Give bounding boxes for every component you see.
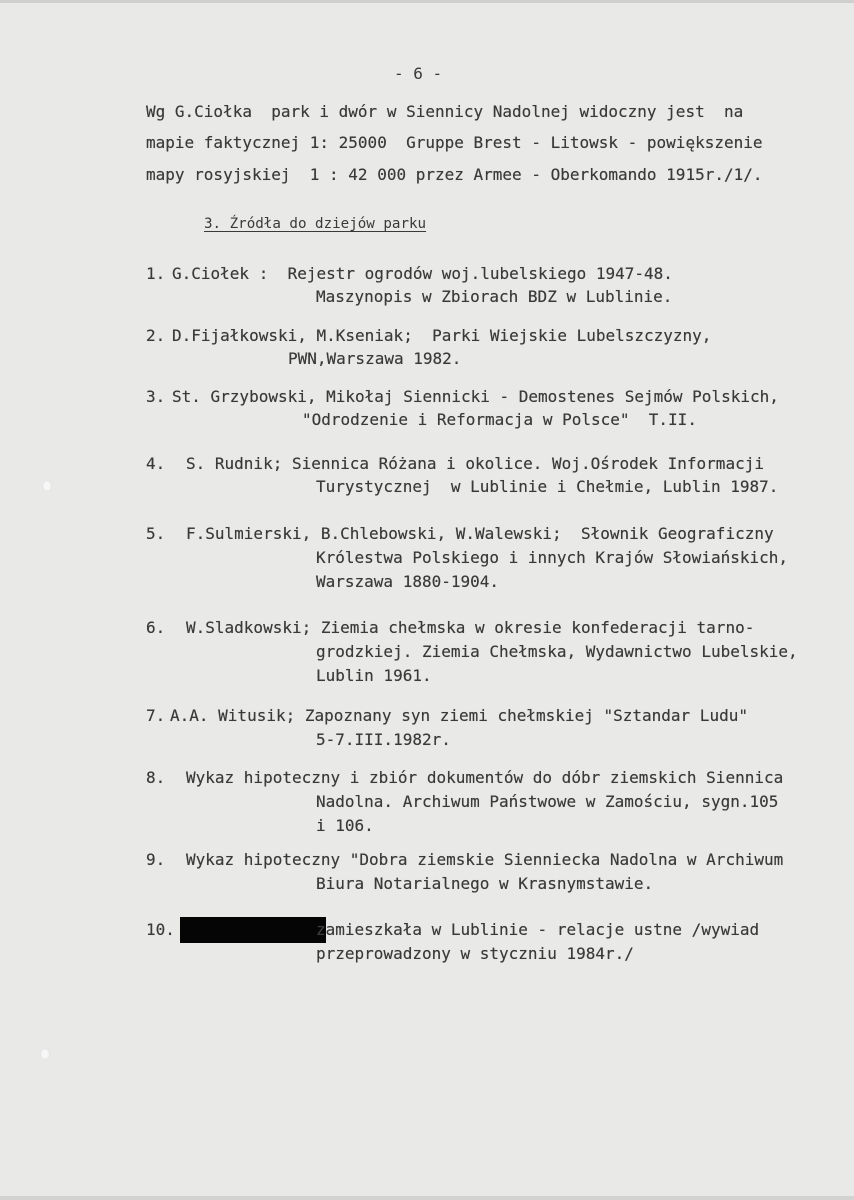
source-line: Nadolna. Archiwum Państwowe w Zamościu, sygn.105 (316, 792, 779, 811)
source-line: Warszawa 1880-1904. (316, 572, 500, 591)
source-number: 5. (146, 524, 166, 543)
source-line: grodzkiej. Ziemia Chełmska, Wydawnictwo Lubelskie, (316, 642, 798, 661)
intro-line: mapy rosyjskiej 1 : 42 000 przez Armee - Oberkomando 1915r./1/. (146, 165, 763, 184)
source-line: Biura Notarialnego w Krasnymstawie. (316, 874, 654, 893)
source-line: przeprowadzony w styczniu 1984r./ (316, 944, 634, 963)
source-line: Turystycznej w Lublinie i Chełmie, Lublin 1987. (316, 477, 779, 496)
source-line: Maszynopis w Zbiorach BDZ w Lublinie. (316, 287, 673, 306)
source-line: G.Ciołek : Rejestr ogrodów woj.lubelskiego 1947-48. (172, 264, 673, 283)
source-number: 9. (146, 850, 166, 869)
source-line: F.Sulmierski, B.Chlebowski, W.Walewski; Słownik Geograficzny (186, 524, 774, 543)
source-line: St. Grzybowski, Mikołaj Siennicki - Demostenes Sejmów Polskich, (172, 387, 779, 406)
source-number: 3. (146, 387, 166, 406)
section-heading: 3._Źródła do dziejów parku (204, 216, 427, 232)
source-line: PWN,Warszawa 1982. (288, 349, 462, 368)
source-line: Lublin 1961. (316, 666, 432, 685)
source-number: 8. (146, 768, 166, 787)
page-bottom-edge (0, 1196, 854, 1200)
source-line: Królestwa Polskiego i innych Krajów Słowiańskich, (316, 548, 789, 567)
page-number: - 6 - (394, 64, 443, 83)
intro-line: mapie faktycznej 1: 25000 Gruppe Brest - Litowsk - powiększenie (146, 133, 763, 152)
source-line: Wykaz hipoteczny i zbiór dokumentów do dóbr ziemskich Siennica (186, 768, 784, 787)
source-line: Wykaz hipoteczny "Dobra ziemskie Sienniecka Nadolna w Archiwum (186, 850, 784, 869)
source-line: i 106. (316, 816, 374, 835)
source-line: "Odrodzenie i Reformacja w Polsce" T.II. (302, 410, 697, 429)
source-number: 10. (146, 920, 175, 939)
source-number: 7. (146, 706, 166, 725)
source-line: S. Rudnik; Siennica Różana i okolice. Woj.Ośrodek Informacji (186, 454, 764, 473)
punch-hole (42, 480, 52, 492)
source-number: 2. (146, 326, 166, 345)
source-line: A.A. Witusik; Zapoznany syn ziemi chełmskiej "Sztandar Ludu" (170, 706, 748, 725)
intro-line: Wg G.Ciołka park i dwór w Siennicy Nadolnej widoczny jest na (146, 102, 744, 121)
source-line: W.Sladkowski; Ziemia chełmska w okresie konfederacji tarno- (186, 618, 755, 637)
page-top-edge (0, 0, 854, 3)
source-number: 6. (146, 618, 166, 637)
source-line: 5-7.III.1982r. (316, 730, 451, 749)
source-line: zamieszkała w Lublinie - relacje ustne /wywiad (316, 920, 760, 939)
redaction-block (180, 917, 326, 943)
source-number: 4. (146, 454, 166, 473)
punch-hole (40, 1048, 50, 1060)
source-number: 1. (146, 264, 166, 283)
source-line: D.Fijałkowski, M.Kseniak; Parki Wiejskie Lubelszczyzny, (172, 326, 712, 345)
